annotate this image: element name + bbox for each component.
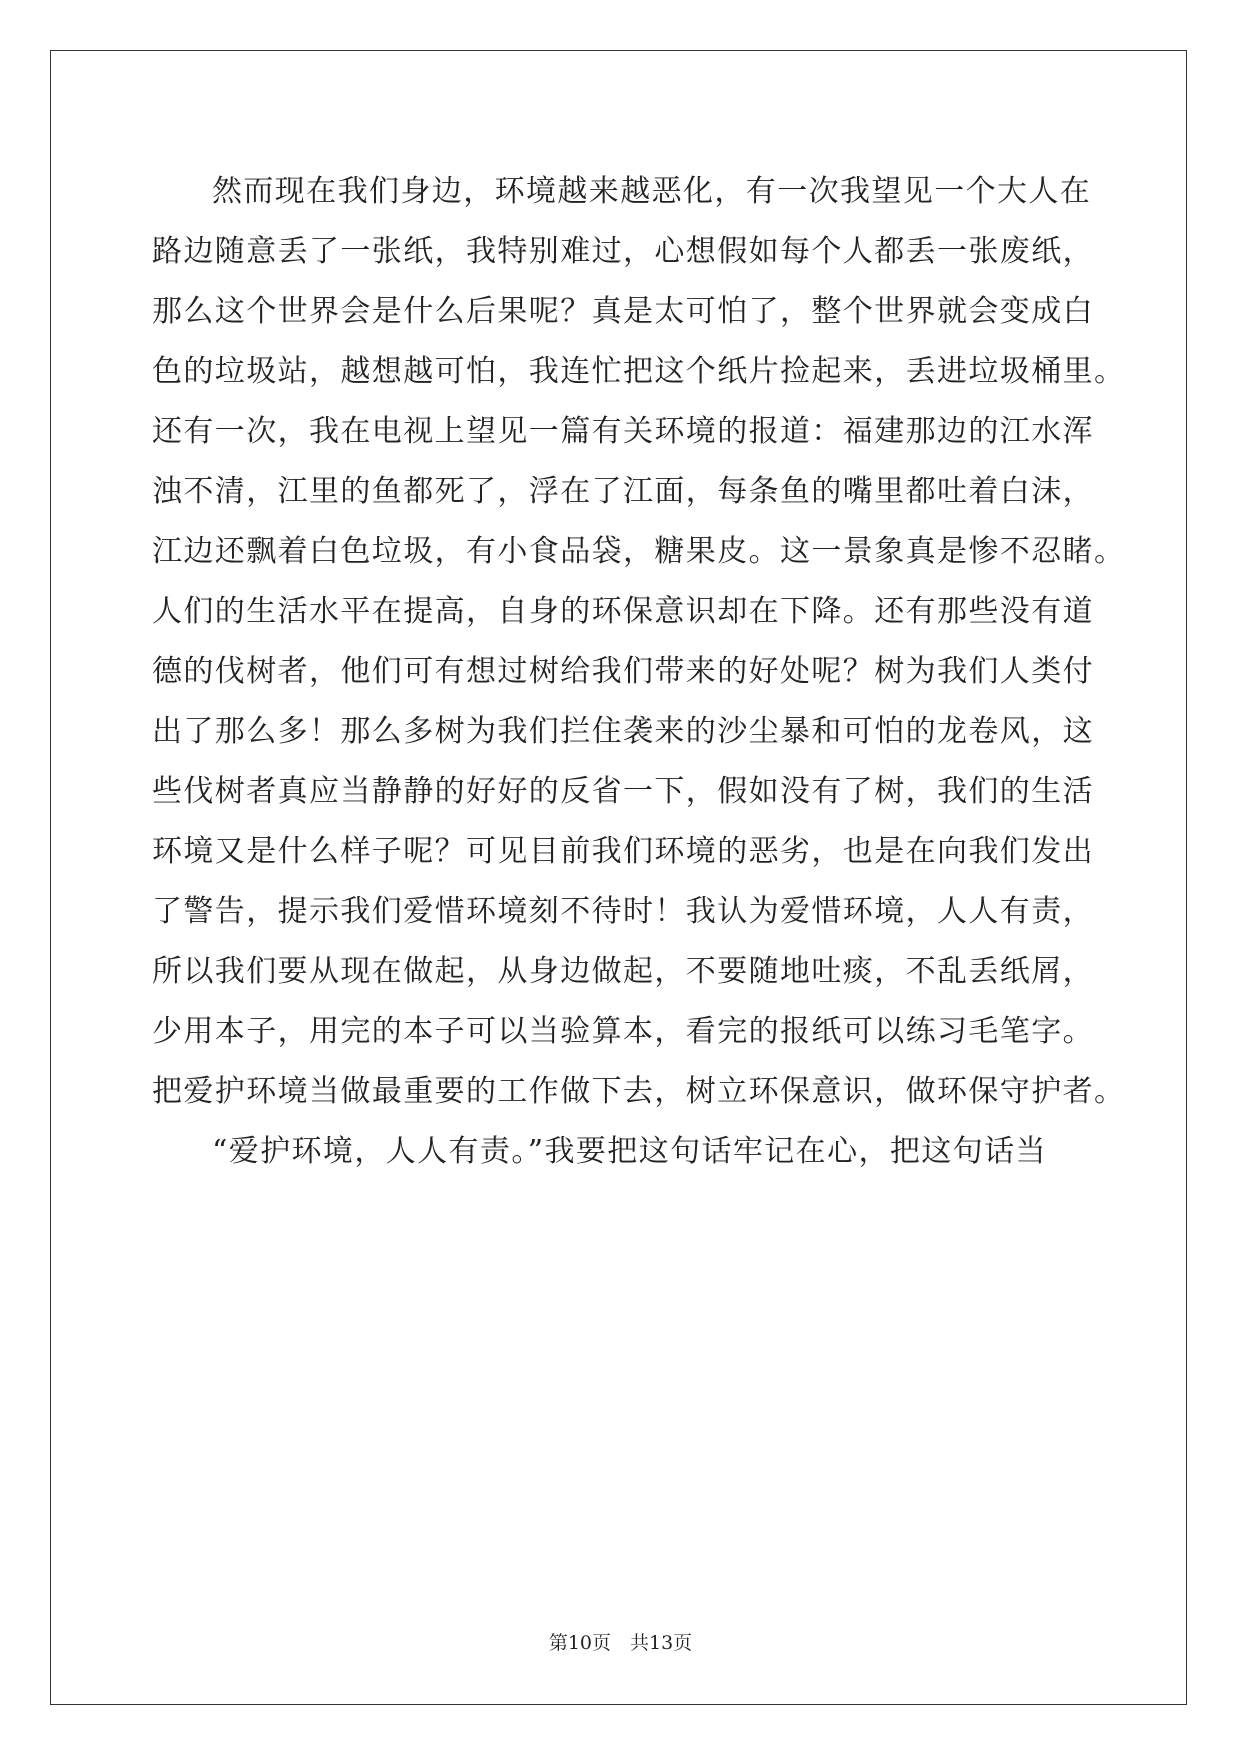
paragraph-line: “爱护环境，人人有责。”我要把这句话牢记在心，把这句话当 bbox=[212, 1134, 1047, 1169]
paragraph-line: 德的伐树者，他们可有想过树给我们带来的好处呢？树为我们人类付 bbox=[152, 654, 1094, 689]
paragraph-line: 还有一次，我在电视上望见一篇有关环境的报道：福建那边的江水浑 bbox=[152, 414, 1094, 449]
paragraph-line: 人们的生活水平在提高，自身的环保意识却在下降。还有那些没有道 bbox=[152, 594, 1094, 629]
paragraph-line: 浊不清，江里的鱼都死了，浮在了江面，每条鱼的嘴里都吐着白沫， bbox=[152, 474, 1094, 509]
paragraph-line: 那么这个世界会是什么后果呢？真是太可怕了，整个世界就会变成白 bbox=[152, 294, 1094, 329]
paragraph-line: 把爱护环境当做最重要的工作做下去，树立环保意识，做环保守护者。 bbox=[152, 1074, 1126, 1109]
paragraph-line: 出了那么多！那么多树为我们拦住袭来的沙尘暴和可怕的龙卷风，这 bbox=[152, 714, 1094, 749]
body-text bbox=[152, 162, 1126, 1182]
paragraph-line: 些伐树者真应当静静的好好的反省一下，假如没有了树，我们的生活 bbox=[152, 774, 1094, 809]
paragraph-line: 少用本子，用完的本子可以当验算本，看完的报纸可以练习毛笔字。 bbox=[152, 1014, 1094, 1049]
paragraph-line: 环境又是什么样子呢？可见目前我们环境的恶劣，也是在向我们发出 bbox=[152, 834, 1094, 869]
paragraph-line: 路边随意丢了一张纸，我特别难过，心想假如每个人都丢一张废纸， bbox=[152, 234, 1094, 269]
paragraph-line: 所以我们要从现在做起，从身边做起，不要随地吐痰，不乱丢纸屑， bbox=[152, 954, 1094, 989]
page-number: 第10页 共13页 bbox=[548, 1632, 693, 1654]
paragraph-line: 色的垃圾站，越想越可怕，我连忙把这个纸片捡起来，丢进垃圾桶里。 bbox=[152, 354, 1126, 389]
paragraph-line: 江边还飘着白色垃圾，有小食品袋，糖果皮。这一景象真是惨不忍睹。 bbox=[152, 534, 1126, 569]
paragraph-line: 了警告，提示我们爱惜环境刻不待时！我认为爱惜环境，人人有责， bbox=[152, 894, 1094, 929]
paragraph-line: 然而现在我们身边，环境越来越恶化，有一次我望见一个大人在 bbox=[212, 174, 1092, 209]
